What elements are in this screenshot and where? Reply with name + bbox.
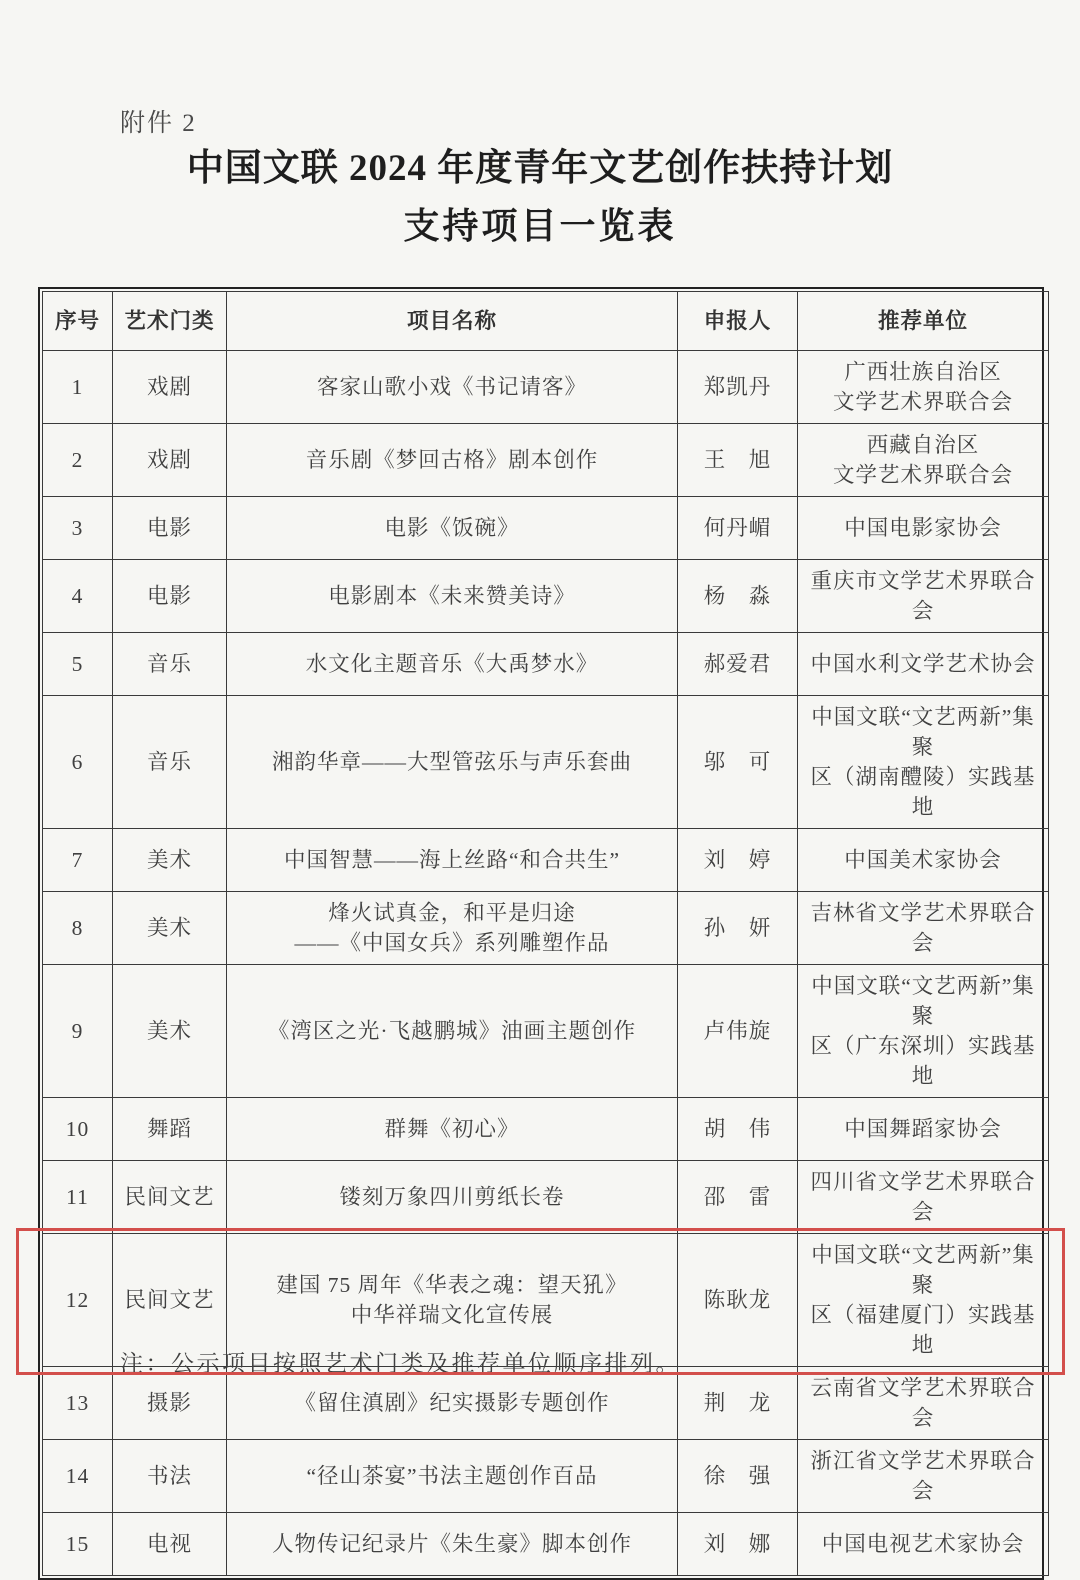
cell-recommending-unit: 吉林省文学艺术界联合会 — [798, 892, 1049, 965]
cell-applicant: 郝爱君 — [678, 633, 798, 696]
cell-applicant: 徐 强 — [678, 1440, 798, 1513]
projects-table — [42, 291, 1049, 1576]
table-frame — [38, 287, 1044, 1580]
table-row — [43, 1440, 1049, 1513]
cell-project-name: 湘韵华章——大型管弦乐与声乐套曲 — [227, 696, 678, 829]
cell-applicant: 何丹嵋 — [678, 497, 798, 560]
cell-applicant: 刘 娜 — [678, 1513, 798, 1576]
cell-serial-no: 6 — [43, 696, 113, 829]
cell-applicant: 王 旭 — [678, 424, 798, 497]
cell-serial-no: 2 — [43, 424, 113, 497]
table-row — [43, 1098, 1049, 1161]
cell-serial-no: 9 — [43, 965, 113, 1098]
cell-recommending-unit: 中国美术家协会 — [798, 829, 1049, 892]
cell-art-category: 书法 — [113, 1440, 227, 1513]
cell-project-name: 群舞《初心》 — [227, 1098, 678, 1161]
cell-art-category: 美术 — [113, 892, 227, 965]
cell-applicant: 孙 妍 — [678, 892, 798, 965]
cell-art-category: 美术 — [113, 965, 227, 1098]
cell-serial-no: 5 — [43, 633, 113, 696]
cell-art-category: 摄影 — [113, 1367, 227, 1440]
cell-project-name: 电影《饭碗》 — [227, 497, 678, 560]
cell-applicant: 邵 雷 — [678, 1161, 798, 1234]
cell-applicant: 杨 淼 — [678, 560, 798, 633]
column-header: 艺术门类 — [113, 292, 227, 351]
cell-art-category: 民间文艺 — [113, 1234, 227, 1367]
cell-recommending-unit: 重庆市文学艺术界联合会 — [798, 560, 1049, 633]
table-row — [43, 696, 1049, 829]
cell-serial-no: 10 — [43, 1098, 113, 1161]
cell-serial-no: 13 — [43, 1367, 113, 1440]
cell-recommending-unit: 中国文联“文艺两新”集聚 区（广东深圳）实践基地 — [798, 965, 1049, 1098]
cell-project-name: 电影剧本《未来赞美诗》 — [227, 560, 678, 633]
table-row — [43, 424, 1049, 497]
cell-art-category: 舞蹈 — [113, 1098, 227, 1161]
column-header: 申报人 — [678, 292, 798, 351]
cell-serial-no: 15 — [43, 1513, 113, 1576]
cell-recommending-unit: 中国水利文学艺术协会 — [798, 633, 1049, 696]
cell-recommending-unit: 云南省文学艺术界联合会 — [798, 1367, 1049, 1440]
cell-applicant: 卢伟旋 — [678, 965, 798, 1098]
cell-applicant: 荆 龙 — [678, 1367, 798, 1440]
cell-applicant: 刘 婷 — [678, 829, 798, 892]
table-body — [43, 351, 1049, 1576]
column-header: 项目名称 — [227, 292, 678, 351]
cell-serial-no: 4 — [43, 560, 113, 633]
cell-project-name: 《留住滇剧》纪实摄影专题创作 — [227, 1367, 678, 1440]
cell-project-name: “径山茶宴”书法主题创作百品 — [227, 1440, 678, 1513]
column-header: 序号 — [43, 292, 113, 351]
cell-recommending-unit: 中国电视艺术家协会 — [798, 1513, 1049, 1576]
cell-art-category: 音乐 — [113, 696, 227, 829]
table-row — [43, 892, 1049, 965]
cell-serial-no: 7 — [43, 829, 113, 892]
footnote: 注：公示项目按照艺术门类及推荐单位顺序排列。 — [120, 1351, 681, 1376]
table-row — [43, 633, 1049, 696]
cell-serial-no: 8 — [43, 892, 113, 965]
table-row — [43, 497, 1049, 560]
cell-recommending-unit: 中国文联“文艺两新”集聚 区（福建厦门）实践基地 — [798, 1234, 1049, 1367]
cell-serial-no: 14 — [43, 1440, 113, 1513]
cell-recommending-unit: 中国舞蹈家协会 — [798, 1098, 1049, 1161]
cell-applicant: 陈耿龙 — [678, 1234, 798, 1367]
cell-art-category: 电视 — [113, 1513, 227, 1576]
cell-art-category: 美术 — [113, 829, 227, 892]
cell-art-category: 音乐 — [113, 633, 227, 696]
cell-serial-no: 12 — [43, 1234, 113, 1367]
cell-project-name: 客家山歌小戏《书记请客》 — [227, 351, 678, 424]
table-row — [43, 829, 1049, 892]
table-row — [43, 560, 1049, 633]
cell-recommending-unit: 中国电影家协会 — [798, 497, 1049, 560]
cell-applicant: 胡 伟 — [678, 1098, 798, 1161]
document-title — [0, 150, 1080, 244]
cell-project-name: 《湾区之光·飞越鹏城》油画主题创作 — [227, 965, 678, 1098]
cell-project-name: 水文化主题音乐《大禹梦水》 — [227, 633, 678, 696]
cell-project-name: 人物传记纪录片《朱生豪》脚本创作 — [227, 1513, 678, 1576]
cell-project-name: 烽火试真金，和平是归途 ——《中国女兵》系列雕塑作品 — [227, 892, 678, 965]
table-area — [38, 287, 1044, 1580]
cell-art-category: 戏剧 — [113, 351, 227, 424]
document-title-line1: 中国文联 2024 年度青年文艺创作扶持计划 — [186, 148, 894, 189]
table-row — [43, 1513, 1049, 1576]
cell-serial-no: 3 — [43, 497, 113, 560]
cell-project-name: 镂刻万象四川剪纸长卷 — [227, 1161, 678, 1234]
document-title-line2: 支持项目一览表 — [403, 206, 677, 246]
cell-recommending-unit: 广西壮族自治区 文学艺术界联合会 — [798, 351, 1049, 424]
cell-applicant: 郑凯丹 — [678, 351, 798, 424]
cell-serial-no: 11 — [43, 1161, 113, 1234]
cell-recommending-unit: 中国文联“文艺两新”集聚 区（湖南醴陵）实践基地 — [798, 696, 1049, 829]
table-row — [43, 965, 1049, 1098]
cell-applicant: 邬 可 — [678, 696, 798, 829]
cell-art-category: 戏剧 — [113, 424, 227, 497]
cell-recommending-unit: 四川省文学艺术界联合会 — [798, 1161, 1049, 1234]
cell-project-name: 中国智慧——海上丝路“和合共生” — [227, 829, 678, 892]
table-row — [43, 1161, 1049, 1234]
cell-serial-no: 1 — [43, 351, 113, 424]
table-header-row — [43, 292, 1049, 351]
cell-art-category: 电影 — [113, 497, 227, 560]
cell-recommending-unit: 浙江省文学艺术界联合会 — [798, 1440, 1049, 1513]
attachment-label: 附件 2 — [120, 110, 197, 137]
cell-recommending-unit: 西藏自治区 文学艺术界联合会 — [798, 424, 1049, 497]
cell-art-category: 民间文艺 — [113, 1161, 227, 1234]
table-row — [43, 351, 1049, 424]
cell-project-name: 建国 75 周年《华表之魂：望天犼》 中华祥瑞文化宣传展 — [227, 1234, 678, 1367]
column-header: 推荐单位 — [798, 292, 1049, 351]
cell-project-name: 音乐剧《梦回古格》剧本创作 — [227, 424, 678, 497]
cell-art-category: 电影 — [113, 560, 227, 633]
